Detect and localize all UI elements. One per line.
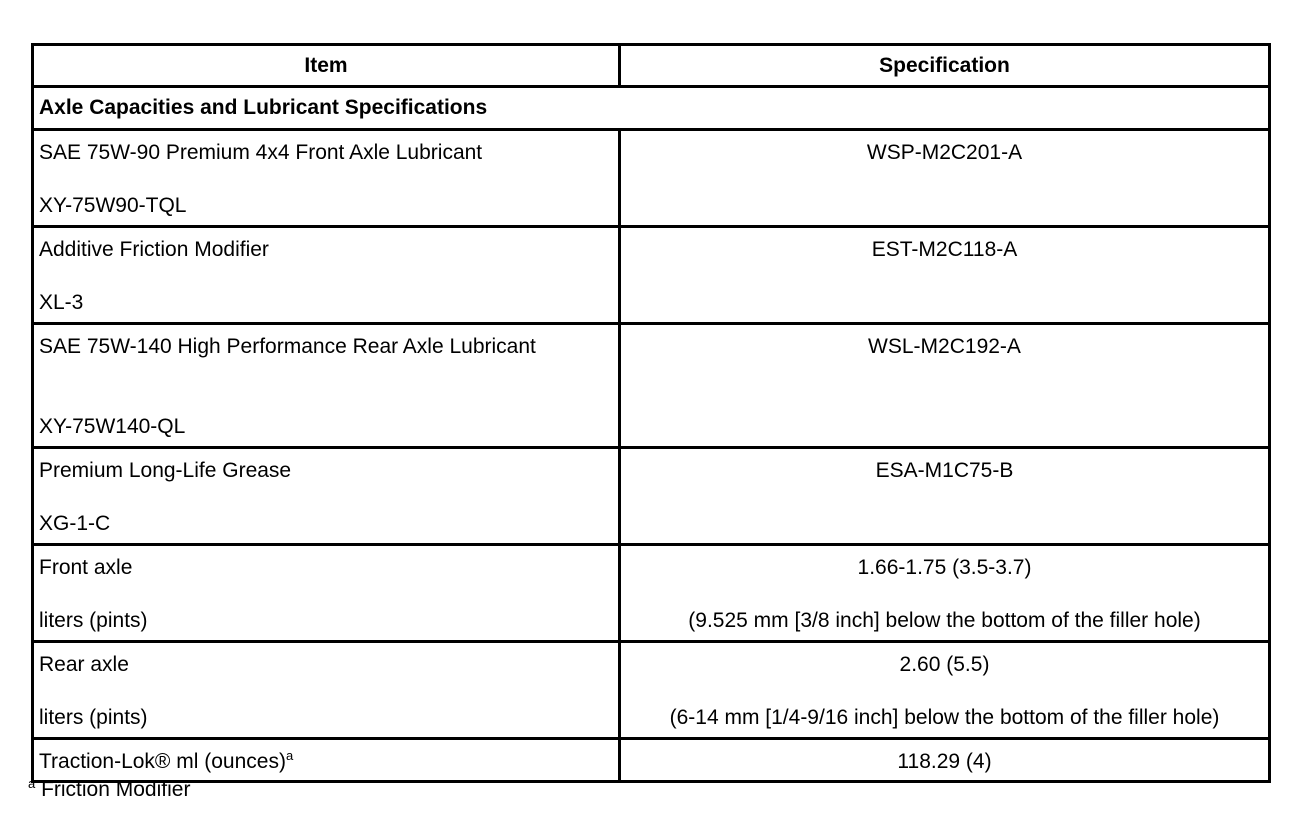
item-name: Additive Friction Modifier bbox=[39, 238, 269, 261]
specification-table bbox=[31, 43, 1271, 783]
item-part-number: XY-75W140-QL bbox=[39, 415, 186, 438]
spec-cell bbox=[620, 642, 1270, 739]
spec-value: 2.60 (5.5) bbox=[899, 653, 990, 676]
footnote-reference: a bbox=[285, 748, 294, 763]
table-section-row bbox=[33, 87, 1270, 130]
item-cell bbox=[33, 642, 620, 739]
item-unit: liters (pints) bbox=[39, 706, 148, 729]
item-cell bbox=[33, 130, 620, 227]
spec-cell bbox=[620, 545, 1270, 642]
item-name: SAE 75W-90 Premium 4x4 Front Axle Lubricant bbox=[39, 141, 483, 164]
table-row bbox=[33, 227, 1270, 324]
spec-note: (6-14 mm [1/4-9/16 inch] below the bottom of the filler hole) bbox=[669, 706, 1220, 729]
item-name-text: Traction-Lok® ml (ounces) bbox=[39, 750, 286, 773]
section-title: Axle Capacities and Lubricant Specifications bbox=[33, 87, 1270, 130]
spec-value: 1.66-1.75 (3.5-3.7) bbox=[857, 556, 1032, 579]
table-row bbox=[33, 324, 1270, 448]
item-unit: liters (pints) bbox=[39, 609, 148, 632]
item-cell bbox=[33, 227, 620, 324]
item-cell bbox=[33, 448, 620, 545]
item-part-number: XG-1-C bbox=[39, 512, 111, 535]
spec-value: 118.29 (4) bbox=[897, 750, 992, 773]
table-row bbox=[33, 130, 1270, 227]
table-header-row bbox=[33, 45, 1270, 87]
item-cell bbox=[33, 324, 620, 448]
spec-cell bbox=[620, 739, 1270, 782]
item-name: SAE 75W-140 High Performance Rear Axle Lubricant bbox=[39, 335, 536, 358]
footnote-text: Friction Modifier bbox=[35, 778, 191, 801]
spec-cell bbox=[620, 448, 1270, 545]
spec-cell bbox=[620, 227, 1270, 324]
item-name: Front axle bbox=[39, 556, 133, 579]
table-row bbox=[33, 545, 1270, 642]
spec-value: EST-M2C118-A bbox=[871, 238, 1018, 261]
item-name: Premium Long-Life Grease bbox=[39, 459, 292, 482]
spec-value: WSP-M2C201-A bbox=[866, 141, 1023, 164]
table-row bbox=[33, 642, 1270, 739]
spec-cell bbox=[620, 324, 1270, 448]
table-row bbox=[33, 448, 1270, 545]
spec-value: WSL-M2C192-A bbox=[868, 335, 1021, 358]
item-part-number: XY-75W90-TQL bbox=[39, 194, 187, 217]
column-header-item: Item bbox=[33, 45, 620, 87]
spec-cell bbox=[620, 130, 1270, 227]
item-cell bbox=[33, 739, 620, 782]
footnote-marker: a bbox=[28, 776, 36, 791]
footnote bbox=[28, 778, 190, 802]
spec-note: (9.525 mm [3/8 inch] below the bottom of the filler hole) bbox=[688, 609, 1201, 632]
item-cell bbox=[33, 545, 620, 642]
item-part-number: XL-3 bbox=[39, 291, 84, 314]
item-name bbox=[39, 748, 618, 775]
table-row bbox=[33, 739, 1270, 782]
item-name: Rear axle bbox=[39, 653, 129, 676]
column-header-specification: Specification bbox=[620, 45, 1270, 87]
spec-value: ESA-M1C75-B bbox=[875, 459, 1014, 482]
